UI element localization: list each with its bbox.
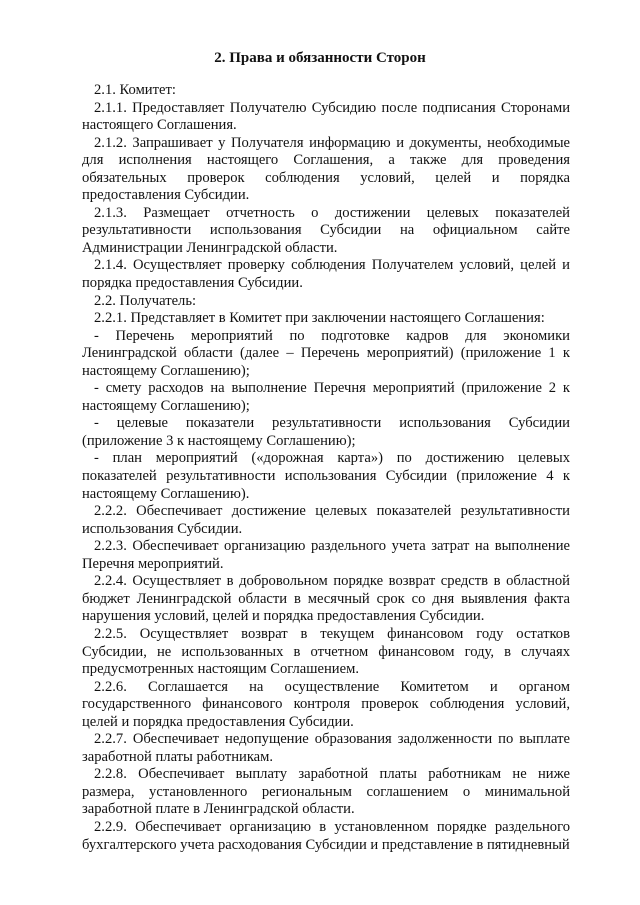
clause-2-1: 2.1. Комитет: (94, 82, 176, 98)
list-item-roadmap: - план мероприятий («дорожная карта») по достижению целевых показателей результативности использования Субсидии (приложение 4 к настоящему Соглашению). (82, 450, 570, 502)
clause-2-2-1: 2.2.1. Представляет в Комитет при заключении настоящего Соглашения: (94, 310, 545, 327)
clause-2-1-4: 2.1.4. Осуществляет проверку соблюдения Получателем условий, целей и порядка предоставления Субсидии. (82, 257, 570, 292)
section-heading: 2. Права и обязанности Сторон (214, 50, 426, 66)
document-body (82, 82, 570, 854)
clause-2-2-4: 2.2.4. Осуществляет в добровольном порядке возврат средств в областной бюджет Ленинградской области в месячный срок со дня выявления факта нарушения условий, целей и порядка предоставления Субсидии. (82, 573, 570, 625)
clause-2-2-5: 2.2.5. Осуществляет возврат в текущем финансовом году остатков Субсидии, не использованных в отчетном финансовом году, в случаях предусмотренных настоящим Соглашением. (82, 625, 570, 678)
clause-2-2-2: 2.2.2. Обеспечивает достижение целевых показателей результативности использования Субсидии. (82, 503, 570, 537)
clause-2-2-3: 2.2.3. Обеспечивает организацию раздельного учета затрат на выполнение Перечня мероприятий. (82, 538, 570, 572)
clause-2-2-7: 2.2.7. Обеспечивает недопущение образования задолженности по выплате заработной платы работникам. (82, 731, 570, 765)
clause-2-2-8: 2.2.8. Обеспечивает выплату заработной платы работникам не ниже размера, установленного региональным соглашением о минимальной заработной плате в Ленинградской области. (82, 766, 570, 818)
list-item-activities: - Перечень мероприятий по подготовке кадров для экономики Ленинградской области (далее – Перечень мероприятий) (приложение 1 к настоящему Соглашению); (82, 327, 570, 379)
clause-2-2: 2.2. Получатель: (94, 292, 197, 309)
clause-2-1-1: 2.1.1. Предоставляет Получателю Субсидию после подписания Сторонами настоящего Соглашения. (82, 99, 570, 134)
clause-2-1-2: 2.1.2. Запрашивает у Получателя информацию и документы, необходимые для исполнения настоящего Соглашения, а также для проведения обязательных проверок соблюдения условий, целей и порядка предоставления Субсидии. (82, 134, 570, 204)
clause-2-1-3: 2.1.3. Размещает отчетность о достижении целевых показателей результативности использования Субсидии на официальном сайте Администрации Ленинградской области. (82, 204, 570, 256)
list-item-estimate: - смету расходов на выполнение Перечня мероприятий (приложение 2 к настоящему Соглашению); (82, 380, 570, 414)
list-item-indicators: - целевые показатели результативности использования Субсидии (приложение 3 к настоящему Соглашению); (82, 415, 570, 449)
clause-2-2-9: 2.2.9. Обеспечивает организацию в установленном порядке раздельного бухгалтерского учета расходования Субсидии и представление в пятидневный (82, 818, 570, 853)
clause-2-2-6: 2.2.6. Соглашается на осуществление Комитетом и органом государственного финансового контроля проверок соблюдения условий, целей и порядка предоставления Субсидии. (82, 678, 570, 730)
